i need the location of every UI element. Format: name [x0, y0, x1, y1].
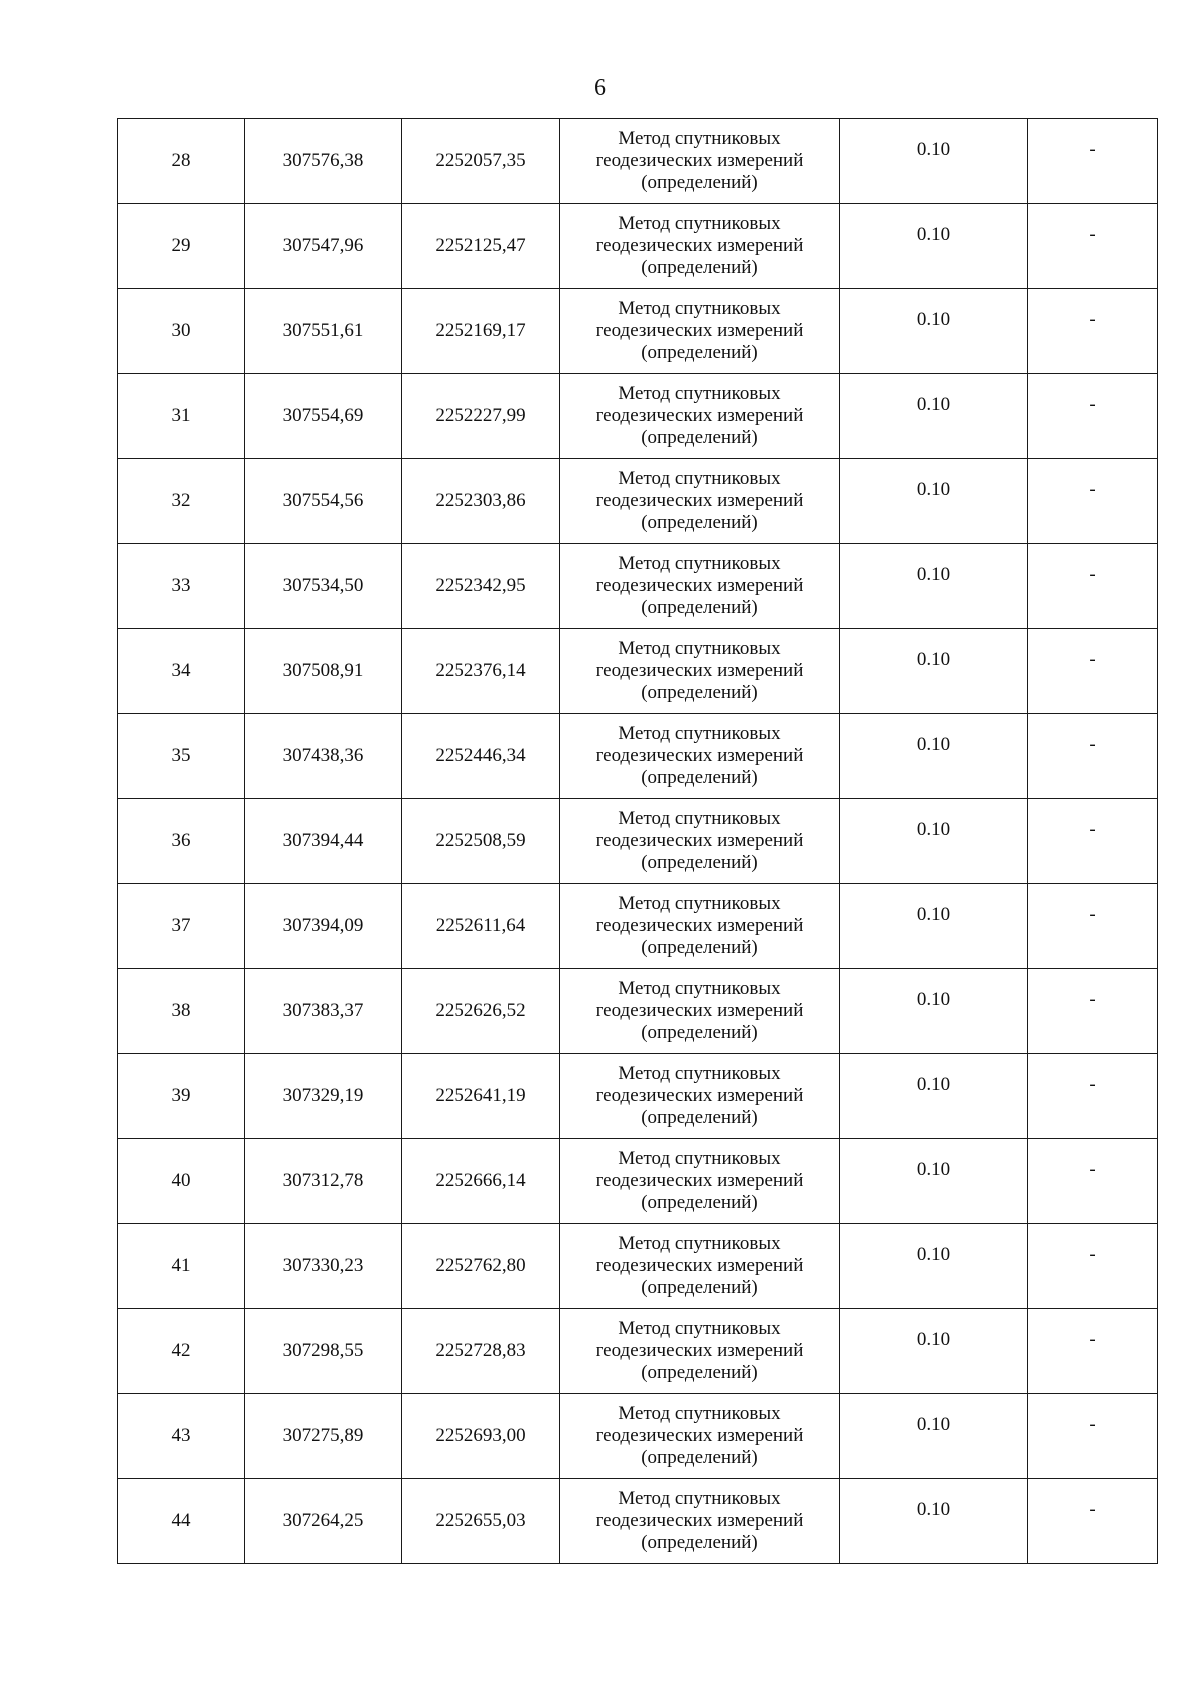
x-coordinate-cell-text: 307394,44 [282, 830, 364, 851]
method-line: (определений) [641, 1022, 758, 1043]
x-coordinate-cell-text: 307264,25 [282, 1510, 364, 1531]
point-number-cell [118, 119, 245, 204]
x-coordinate-cell [245, 629, 402, 714]
x-coordinate-cell [245, 374, 402, 459]
point-number-cell-text: 33 [171, 575, 191, 596]
accuracy-cell-text: 0.10 [916, 1414, 951, 1435]
x-coordinate-cell [245, 884, 402, 969]
y-coordinate-cell [402, 1309, 560, 1394]
table-row [118, 1394, 1158, 1479]
method-cell [560, 459, 840, 544]
method-line: (определений) [641, 937, 758, 958]
x-coordinate-cell-text: 307534,50 [282, 575, 364, 596]
y-coordinate-cell [402, 1224, 560, 1309]
y-coordinate-cell [402, 544, 560, 629]
x-coordinate-cell-text: 307298,55 [282, 1340, 364, 1361]
method-line: Метод спутниковых [618, 1403, 781, 1424]
point-number-cell-text: 40 [171, 1170, 191, 1191]
accuracy-cell [840, 799, 1028, 884]
point-number-cell-text: 31 [171, 405, 191, 426]
description-cell-text: - [1089, 224, 1096, 245]
description-cell [1028, 204, 1158, 289]
method-line: Метод спутниковых [618, 383, 781, 404]
point-number-cell-text: 28 [171, 150, 191, 171]
method-line: (определений) [641, 1362, 758, 1383]
y-coordinate-cell [402, 374, 560, 459]
x-coordinate-cell-text: 307438,36 [282, 745, 364, 766]
x-coordinate-cell-text: 307383,37 [282, 1000, 364, 1021]
method-line: Метод спутниковых [618, 893, 781, 914]
point-number-cell-text: 39 [171, 1085, 191, 1106]
accuracy-cell-text: 0.10 [916, 1159, 951, 1180]
accuracy-cell [840, 884, 1028, 969]
method-line: (определений) [641, 1107, 758, 1128]
x-coordinate-cell-text: 307329,19 [282, 1085, 364, 1106]
x-coordinate-cell-text: 307275,89 [282, 1425, 364, 1446]
description-cell-text: - [1089, 309, 1096, 330]
point-number-cell [118, 884, 245, 969]
point-number-cell-text: 44 [171, 1510, 191, 1531]
method-line: геодезических измерений [595, 235, 804, 256]
description-cell-text: - [1089, 139, 1096, 160]
description-cell [1028, 714, 1158, 799]
method-line: геодезических измерений [595, 490, 804, 511]
table-row [118, 1479, 1158, 1564]
y-coordinate-cell [402, 119, 560, 204]
method-line: (определений) [641, 512, 758, 533]
method-line: геодезических измерений [595, 745, 804, 766]
x-coordinate-cell [245, 1309, 402, 1394]
table-row [118, 1054, 1158, 1139]
method-line: Метод спутниковых [618, 468, 781, 489]
method-line: Метод спутниковых [618, 1318, 781, 1339]
y-coordinate-cell-text: 2252342,95 [435, 575, 526, 596]
accuracy-cell-text: 0.10 [916, 649, 951, 670]
accuracy-cell [840, 459, 1028, 544]
point-number-cell [118, 1394, 245, 1479]
x-coordinate-cell [245, 459, 402, 544]
method-cell [560, 1054, 840, 1139]
x-coordinate-cell-text: 307547,96 [282, 235, 364, 256]
table-row [118, 1224, 1158, 1309]
method-line: (определений) [641, 767, 758, 788]
table-row [118, 119, 1158, 204]
y-coordinate-cell [402, 1054, 560, 1139]
accuracy-cell-text: 0.10 [916, 904, 951, 925]
y-coordinate-cell [402, 629, 560, 714]
description-cell-text: - [1089, 564, 1096, 585]
table-row [118, 629, 1158, 714]
point-number-cell [118, 714, 245, 799]
table-row [118, 969, 1158, 1054]
y-coordinate-cell [402, 714, 560, 799]
method-line: (определений) [641, 852, 758, 873]
method-cell [560, 374, 840, 459]
y-coordinate-cell [402, 1394, 560, 1479]
method-line: геодезических измерений [595, 405, 804, 426]
method-line: геодезических измерений [595, 1085, 804, 1106]
point-number-cell-text: 34 [171, 660, 191, 681]
method-line: (определений) [641, 682, 758, 703]
x-coordinate-cell [245, 1394, 402, 1479]
x-coordinate-cell [245, 1054, 402, 1139]
description-cell [1028, 459, 1158, 544]
table-row [118, 799, 1158, 884]
x-coordinate-cell [245, 969, 402, 1054]
description-cell-text: - [1089, 1414, 1096, 1435]
accuracy-cell [840, 1224, 1028, 1309]
method-line: Метод спутниковых [618, 1488, 781, 1509]
method-line: (определений) [641, 342, 758, 363]
y-coordinate-cell [402, 799, 560, 884]
table-row [118, 204, 1158, 289]
method-line: Метод спутниковых [618, 808, 781, 829]
coordinates-table [117, 118, 1158, 1564]
method-cell [560, 544, 840, 629]
method-cell [560, 204, 840, 289]
description-cell-text: - [1089, 394, 1096, 415]
point-number-cell [118, 629, 245, 714]
method-cell [560, 1224, 840, 1309]
point-number-cell [118, 374, 245, 459]
method-cell [560, 629, 840, 714]
method-cell [560, 799, 840, 884]
accuracy-cell [840, 544, 1028, 629]
method-line: геодезических измерений [595, 1510, 804, 1531]
method-line: Метод спутниковых [618, 1233, 781, 1254]
point-number-cell-text: 35 [171, 745, 191, 766]
table-row [118, 714, 1158, 799]
table-row [118, 374, 1158, 459]
y-coordinate-cell-text: 2252169,17 [435, 320, 526, 341]
method-cell [560, 1309, 840, 1394]
y-coordinate-cell-text: 2252626,52 [435, 1000, 526, 1021]
method-line: Метод спутниковых [618, 213, 781, 234]
point-number-cell [118, 1054, 245, 1139]
point-number-cell-text: 38 [171, 1000, 191, 1021]
method-line: геодезических измерений [595, 1425, 804, 1446]
method-line: Метод спутниковых [618, 298, 781, 319]
method-line: геодезических измерений [595, 660, 804, 681]
point-number-cell [118, 544, 245, 629]
x-coordinate-cell [245, 544, 402, 629]
method-line: геодезических измерений [595, 150, 804, 171]
description-cell-text: - [1089, 904, 1096, 925]
accuracy-cell [840, 374, 1028, 459]
y-coordinate-cell-text: 2252728,83 [435, 1340, 526, 1361]
method-line: геодезических измерений [595, 915, 804, 936]
y-coordinate-cell-text: 2252227,99 [435, 405, 526, 426]
description-cell [1028, 1309, 1158, 1394]
description-cell-text: - [1089, 1499, 1096, 1520]
accuracy-cell-text: 0.10 [916, 139, 951, 160]
method-line: (определений) [641, 427, 758, 448]
y-coordinate-cell [402, 1139, 560, 1224]
accuracy-cell-text: 0.10 [916, 1244, 951, 1265]
page-number: 6 [594, 75, 606, 101]
x-coordinate-cell [245, 1224, 402, 1309]
table-row [118, 1309, 1158, 1394]
x-coordinate-cell [245, 799, 402, 884]
table-row [118, 289, 1158, 374]
description-cell [1028, 1054, 1158, 1139]
accuracy-cell-text: 0.10 [916, 1499, 951, 1520]
description-cell [1028, 289, 1158, 374]
y-coordinate-cell [402, 459, 560, 544]
accuracy-cell-text: 0.10 [916, 734, 951, 755]
point-number-cell [118, 459, 245, 544]
x-coordinate-cell-text: 307554,69 [282, 405, 364, 426]
y-coordinate-cell [402, 969, 560, 1054]
method-line: Метод спутниковых [618, 128, 781, 149]
method-line: (определений) [641, 172, 758, 193]
x-coordinate-cell [245, 714, 402, 799]
x-coordinate-cell-text: 307576,38 [282, 150, 364, 171]
point-number-cell-text: 30 [171, 320, 191, 341]
description-cell [1028, 1139, 1158, 1224]
description-cell-text: - [1089, 1074, 1096, 1095]
y-coordinate-cell-text: 2252655,03 [435, 1510, 526, 1531]
x-coordinate-cell [245, 204, 402, 289]
method-line: (определений) [641, 1447, 758, 1468]
x-coordinate-cell-text: 307554,56 [282, 490, 364, 511]
point-number-cell [118, 1309, 245, 1394]
x-coordinate-cell [245, 1139, 402, 1224]
point-number-cell-text: 32 [171, 490, 191, 511]
method-line: геодезических измерений [595, 1255, 804, 1276]
accuracy-cell [840, 1309, 1028, 1394]
point-number-cell [118, 799, 245, 884]
x-coordinate-cell [245, 119, 402, 204]
accuracy-cell [840, 1479, 1028, 1564]
point-number-cell [118, 969, 245, 1054]
y-coordinate-cell-text: 2252641,19 [435, 1085, 526, 1106]
x-coordinate-cell [245, 1479, 402, 1564]
point-number-cell [118, 1139, 245, 1224]
accuracy-cell [840, 969, 1028, 1054]
point-number-cell-text: 29 [171, 235, 191, 256]
description-cell [1028, 1224, 1158, 1309]
y-coordinate-cell-text: 2252611,64 [435, 915, 526, 936]
method-line: Метод спутниковых [618, 553, 781, 574]
point-number-cell-text: 41 [171, 1255, 191, 1276]
accuracy-cell-text: 0.10 [916, 1329, 951, 1350]
y-coordinate-cell-text: 2252508,59 [435, 830, 526, 851]
method-cell [560, 1139, 840, 1224]
method-line: геодезических измерений [595, 830, 804, 851]
accuracy-cell [840, 119, 1028, 204]
table-row [118, 884, 1158, 969]
description-cell-text: - [1089, 1244, 1096, 1265]
description-cell [1028, 629, 1158, 714]
method-cell [560, 1479, 840, 1564]
method-line: (определений) [641, 1277, 758, 1298]
y-coordinate-cell [402, 204, 560, 289]
point-number-cell-text: 43 [171, 1425, 191, 1446]
point-number-cell-text: 37 [171, 915, 191, 936]
description-cell-text: - [1089, 479, 1096, 500]
accuracy-cell-text: 0.10 [916, 479, 951, 500]
method-cell [560, 119, 840, 204]
point-number-cell [118, 1479, 245, 1564]
table-row [118, 1139, 1158, 1224]
description-cell-text: - [1089, 734, 1096, 755]
description-cell [1028, 884, 1158, 969]
x-coordinate-cell-text: 307312,78 [282, 1170, 364, 1191]
description-cell [1028, 119, 1158, 204]
point-number-cell-text: 42 [171, 1340, 191, 1361]
accuracy-cell-text: 0.10 [916, 989, 951, 1010]
method-cell [560, 289, 840, 374]
accuracy-cell-text: 0.10 [916, 564, 951, 585]
y-coordinate-cell [402, 1479, 560, 1564]
y-coordinate-cell [402, 289, 560, 374]
accuracy-cell-text: 0.10 [916, 819, 951, 840]
method-line: Метод спутниковых [618, 1063, 781, 1084]
point-number-cell [118, 1224, 245, 1309]
x-coordinate-cell-text: 307330,23 [282, 1255, 364, 1276]
description-cell [1028, 544, 1158, 629]
y-coordinate-cell-text: 2252666,14 [435, 1170, 526, 1191]
accuracy-cell-text: 0.10 [916, 224, 951, 245]
description-cell-text: - [1089, 1329, 1096, 1350]
y-coordinate-cell-text: 2252762,80 [435, 1255, 526, 1276]
y-coordinate-cell-text: 2252303,86 [435, 490, 526, 511]
accuracy-cell-text: 0.10 [916, 309, 951, 330]
coordinates-table-body [118, 119, 1158, 1564]
description-cell-text: - [1089, 819, 1096, 840]
y-coordinate-cell-text: 2252057,35 [435, 150, 526, 171]
method-cell [560, 1394, 840, 1479]
y-coordinate-cell-text: 2252376,14 [435, 660, 526, 681]
method-cell [560, 969, 840, 1054]
accuracy-cell [840, 629, 1028, 714]
method-line: (определений) [641, 1192, 758, 1213]
method-line: (определений) [641, 1532, 758, 1553]
method-line: (определений) [641, 257, 758, 278]
accuracy-cell [840, 714, 1028, 799]
description-cell-text: - [1089, 989, 1096, 1010]
method-line: Метод спутниковых [618, 1148, 781, 1169]
table-row [118, 544, 1158, 629]
table-row [118, 459, 1158, 544]
method-cell [560, 884, 840, 969]
y-coordinate-cell-text: 2252446,34 [435, 745, 526, 766]
method-line: геодезических измерений [595, 320, 804, 341]
method-line: Метод спутниковых [618, 978, 781, 999]
x-coordinate-cell-text: 307394,09 [282, 915, 364, 936]
accuracy-cell [840, 1139, 1028, 1224]
accuracy-cell [840, 1394, 1028, 1479]
description-cell [1028, 1394, 1158, 1479]
accuracy-cell [840, 204, 1028, 289]
description-cell [1028, 969, 1158, 1054]
method-line: (определений) [641, 597, 758, 618]
description-cell-text: - [1089, 649, 1096, 670]
method-line: Метод спутниковых [618, 723, 781, 744]
accuracy-cell-text: 0.10 [916, 1074, 951, 1095]
y-coordinate-cell-text: 2252693,00 [435, 1425, 526, 1446]
x-coordinate-cell [245, 289, 402, 374]
y-coordinate-cell [402, 884, 560, 969]
method-line: геодезических измерений [595, 1340, 804, 1361]
method-line: геодезических измерений [595, 575, 804, 596]
x-coordinate-cell-text: 307508,91 [282, 660, 364, 681]
description-cell-text: - [1089, 1159, 1096, 1180]
description-cell [1028, 1479, 1158, 1564]
y-coordinate-cell-text: 2252125,47 [435, 235, 526, 256]
x-coordinate-cell-text: 307551,61 [282, 320, 364, 341]
method-cell [560, 714, 840, 799]
point-number-cell [118, 289, 245, 374]
accuracy-cell-text: 0.10 [916, 394, 951, 415]
description-cell [1028, 799, 1158, 884]
method-line: Метод спутниковых [618, 638, 781, 659]
point-number-cell-text: 36 [171, 830, 191, 851]
method-line: геодезических измерений [595, 1000, 804, 1021]
accuracy-cell [840, 1054, 1028, 1139]
description-cell [1028, 374, 1158, 459]
accuracy-cell [840, 289, 1028, 374]
method-line: геодезических измерений [595, 1170, 804, 1191]
point-number-cell [118, 204, 245, 289]
